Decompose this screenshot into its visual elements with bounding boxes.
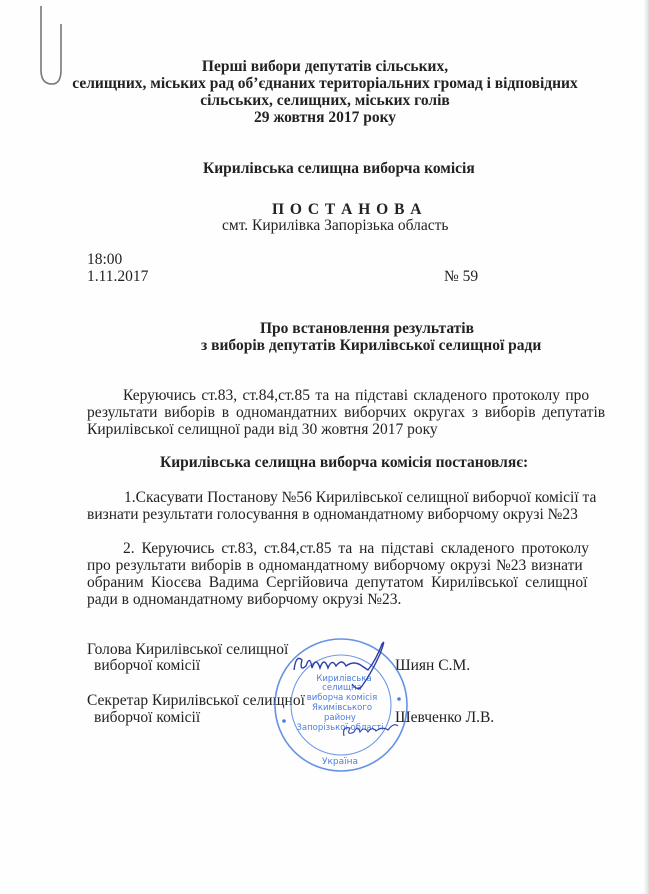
stamp-line-6: Запорізької області — [296, 723, 384, 733]
item-1-line-2: визнати результати голосування в одномандатному виборчому окрузі №23 — [87, 506, 578, 523]
preamble-line-1: Керуючись ст.83, ст.84,ст.85 та на підставі складеного протоколу про — [123, 387, 590, 404]
stamp-line-5: району — [324, 713, 356, 723]
preamble-line-2: результати виборів в одномандатних виборчих округах з виборів депутатів — [87, 404, 606, 421]
chair-title-line-1: Голова Кирилівської селищної — [87, 641, 289, 658]
document-time: 18:00 — [87, 251, 123, 268]
page-edge-shadow — [644, 0, 650, 894]
election-title-line-2: селищних, міських рад об’єднаних територіальних громад і відповідних — [72, 75, 578, 92]
stamp-line-1: Кирилівська — [316, 674, 372, 684]
commission-resolves: Кирилівська селищна виборча комісія постановляє: — [160, 454, 529, 471]
stamp-line-2: селищна — [322, 683, 362, 693]
subject-line-1: Про встановлення результатів — [260, 320, 474, 337]
election-date: 29 жовтня 2017 року — [253, 109, 397, 126]
preamble-line-3: Кирилівської селищної ради від 30 жовтня 2017 року — [87, 421, 438, 438]
document-number: № 59 — [444, 268, 479, 285]
election-title-line-1: Перші вибори депутатів сільських, — [201, 58, 449, 75]
stamp-line-3: виборча комісія — [306, 693, 378, 703]
official-stamp — [272, 636, 410, 774]
chair-name: Шиян С.М. — [395, 657, 471, 674]
document-location: смт. Кирилівка Запорізька область — [222, 217, 449, 234]
document-date: 1.11.2017 — [87, 268, 149, 285]
item-2-line-3: обраним Кіосєва Вадима Сергійовича депутатом Кирилівської селищної — [87, 574, 588, 591]
item-2-line-4: ради в одномандатному виборчому окрузі №23. — [87, 591, 402, 608]
stamp-bottom-text: Україна — [321, 757, 359, 767]
item-2-line-1: 2. Керуючись ст.83, ст.84,ст.85 та на підставі складеного протоколу — [123, 540, 590, 557]
chair-title-line-2: виборчої комісії — [94, 657, 201, 674]
item-1-line-1: 1.Скасувати Постанову №56 Кирилівської селищної виборчої комісії та — [124, 489, 597, 506]
secretary-title-line-1: Секретар Кирилівської селищної — [87, 692, 305, 709]
document-type: П О С Т А Н О В А — [272, 201, 423, 218]
stamp-line-4: Якимівського — [311, 703, 373, 713]
subject-line-2: з виборів депутатів Кирилівської селищної ради — [201, 337, 542, 354]
secretary-title-line-2: виборчої комісії — [94, 709, 201, 726]
item-2-line-2: про результати виборів в одномандатному виборчому окрузі №23 визнати — [87, 557, 583, 574]
secretary-name: Шевченко Л.В. — [395, 709, 495, 726]
election-title-line-3: сільських, селищних, міських голів — [200, 92, 450, 109]
commission-name: Кирилівська селищна виборча комісія — [203, 160, 475, 177]
